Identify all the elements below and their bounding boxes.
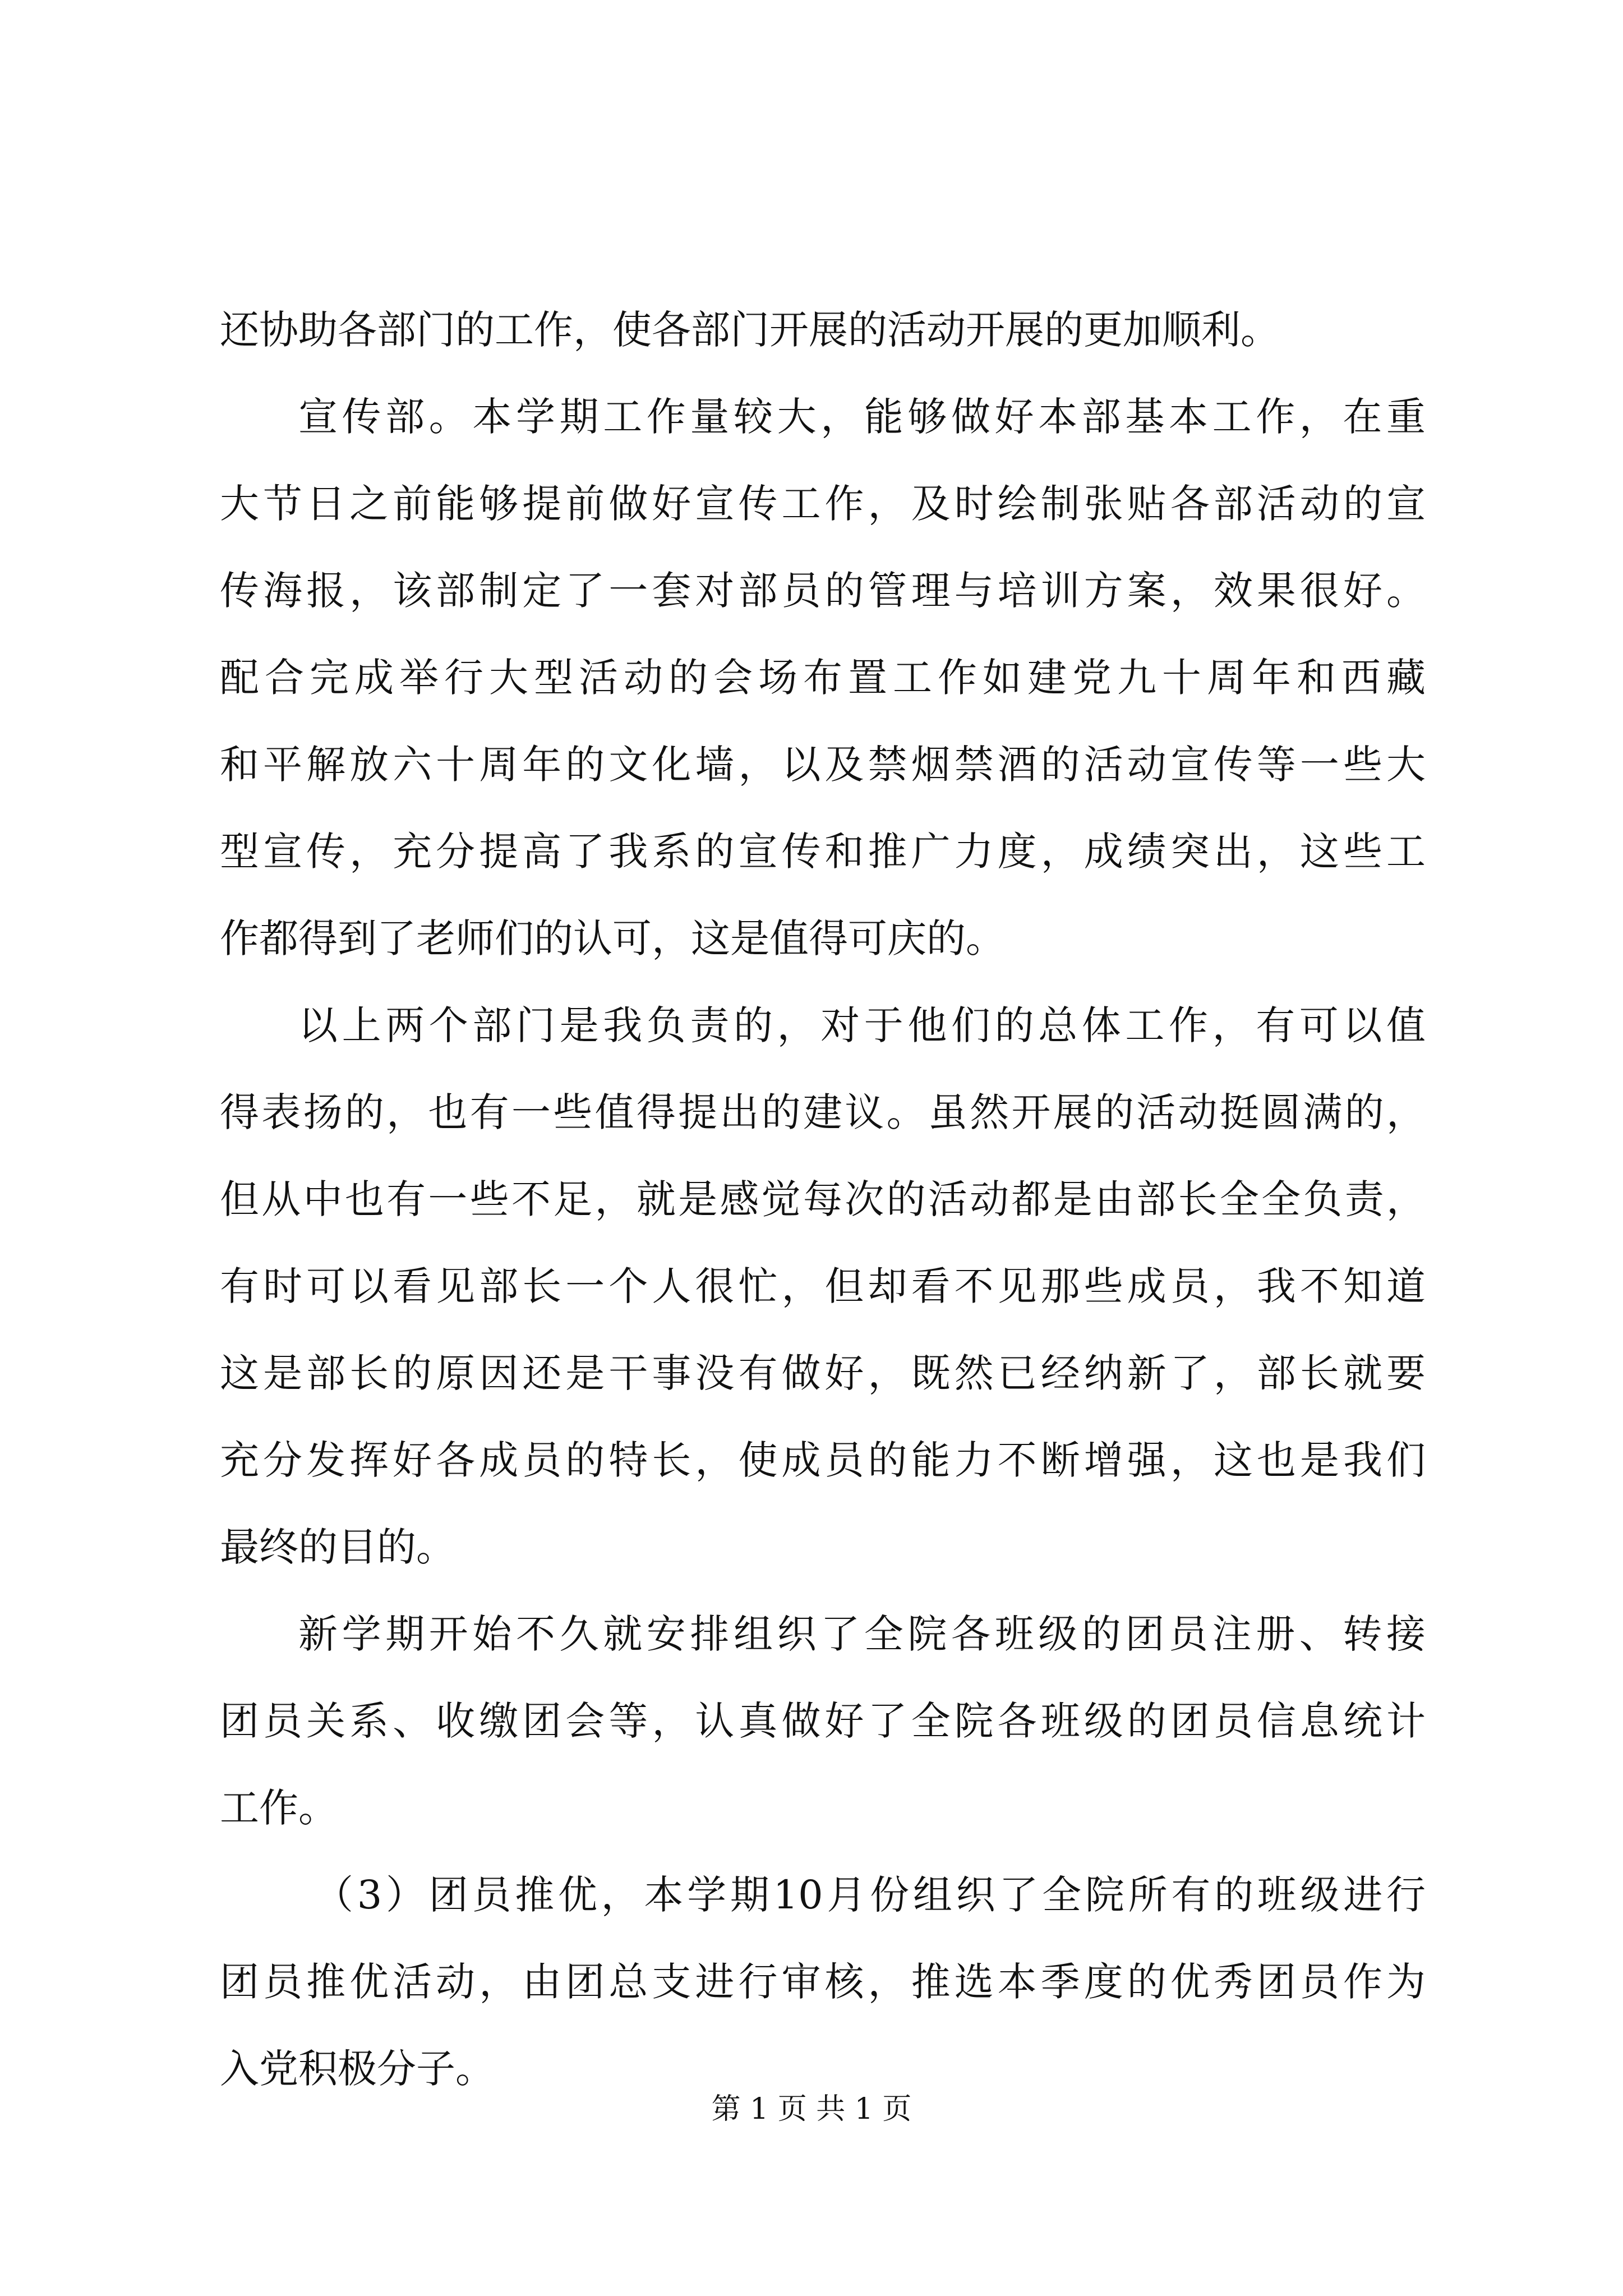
text-line: 但从中也有一些不足，就是感觉每次的活动都是由部长全全负责， [220, 1176, 1426, 1222]
text-line: 团员关系、收缴团会等，认真做好了全院各班级的团员信息统计 [220, 1698, 1426, 1744]
text-line: 传海报，该部制定了一套对部员的管理与培训方案，效果很好。 [220, 568, 1426, 614]
text-line: 得表扬的，也有一些值得提出的建议。虽然开展的活动挺圆满的， [220, 1089, 1426, 1135]
text-line: 作都得到了老师们的认可，这是值得可庆的。 [220, 915, 1005, 961]
text-line: 最终的目的。 [220, 1524, 455, 1570]
text-line: 这是部长的原因还是干事没有做好，既然已经纳新了，部长就要 [220, 1350, 1426, 1396]
text-line: 大节日之前能够提前做好宣传工作，及时绘制张贴各部活动的宣 [220, 481, 1426, 527]
text-line: 配合完成举行大型活动的会场布置工作如建党九十周年和西藏 [220, 655, 1426, 701]
text-line: 型宣传，充分提高了我系的宣传和推广力度，成绩突出，这些工 [220, 829, 1426, 875]
text-line: 工作。 [220, 1785, 338, 1831]
text-line: 宣传部。本学期工作量较大，能够做好本部基本工作，在重 [298, 394, 1426, 440]
text-line: 新学期开始不久就安排组织了全院各班级的团员注册、转接 [298, 1611, 1426, 1657]
page-footer: 第 1 页 共 1 页 [711, 2092, 912, 2126]
text-line: 有时可以看见部长一个人很忙，但却看不见那些成员，我不知道 [220, 1263, 1426, 1309]
text-line: 团员推优活动，由团总支进行审核，推选本季度的优秀团员作为 [220, 1959, 1426, 2005]
text-line: 入党积极分子。 [220, 2046, 495, 2092]
text-line: 充分发挥好各成员的特长，使成员的能力不断增强，这也是我们 [220, 1437, 1426, 1483]
text-line: （3）团员推优，本学期10月份组织了全院所有的班级进行 [314, 1872, 1426, 1918]
text-line: 以上两个部门是我负责的，对于他们的总体工作，有可以值 [298, 1002, 1426, 1048]
text-line: 和平解放六十周年的文化墙，以及禁烟禁酒的活动宣传等一些大 [220, 742, 1426, 788]
text-line: 还协助各部门的工作，使各部门开展的活动开展的更加顺利。 [220, 307, 1280, 353]
